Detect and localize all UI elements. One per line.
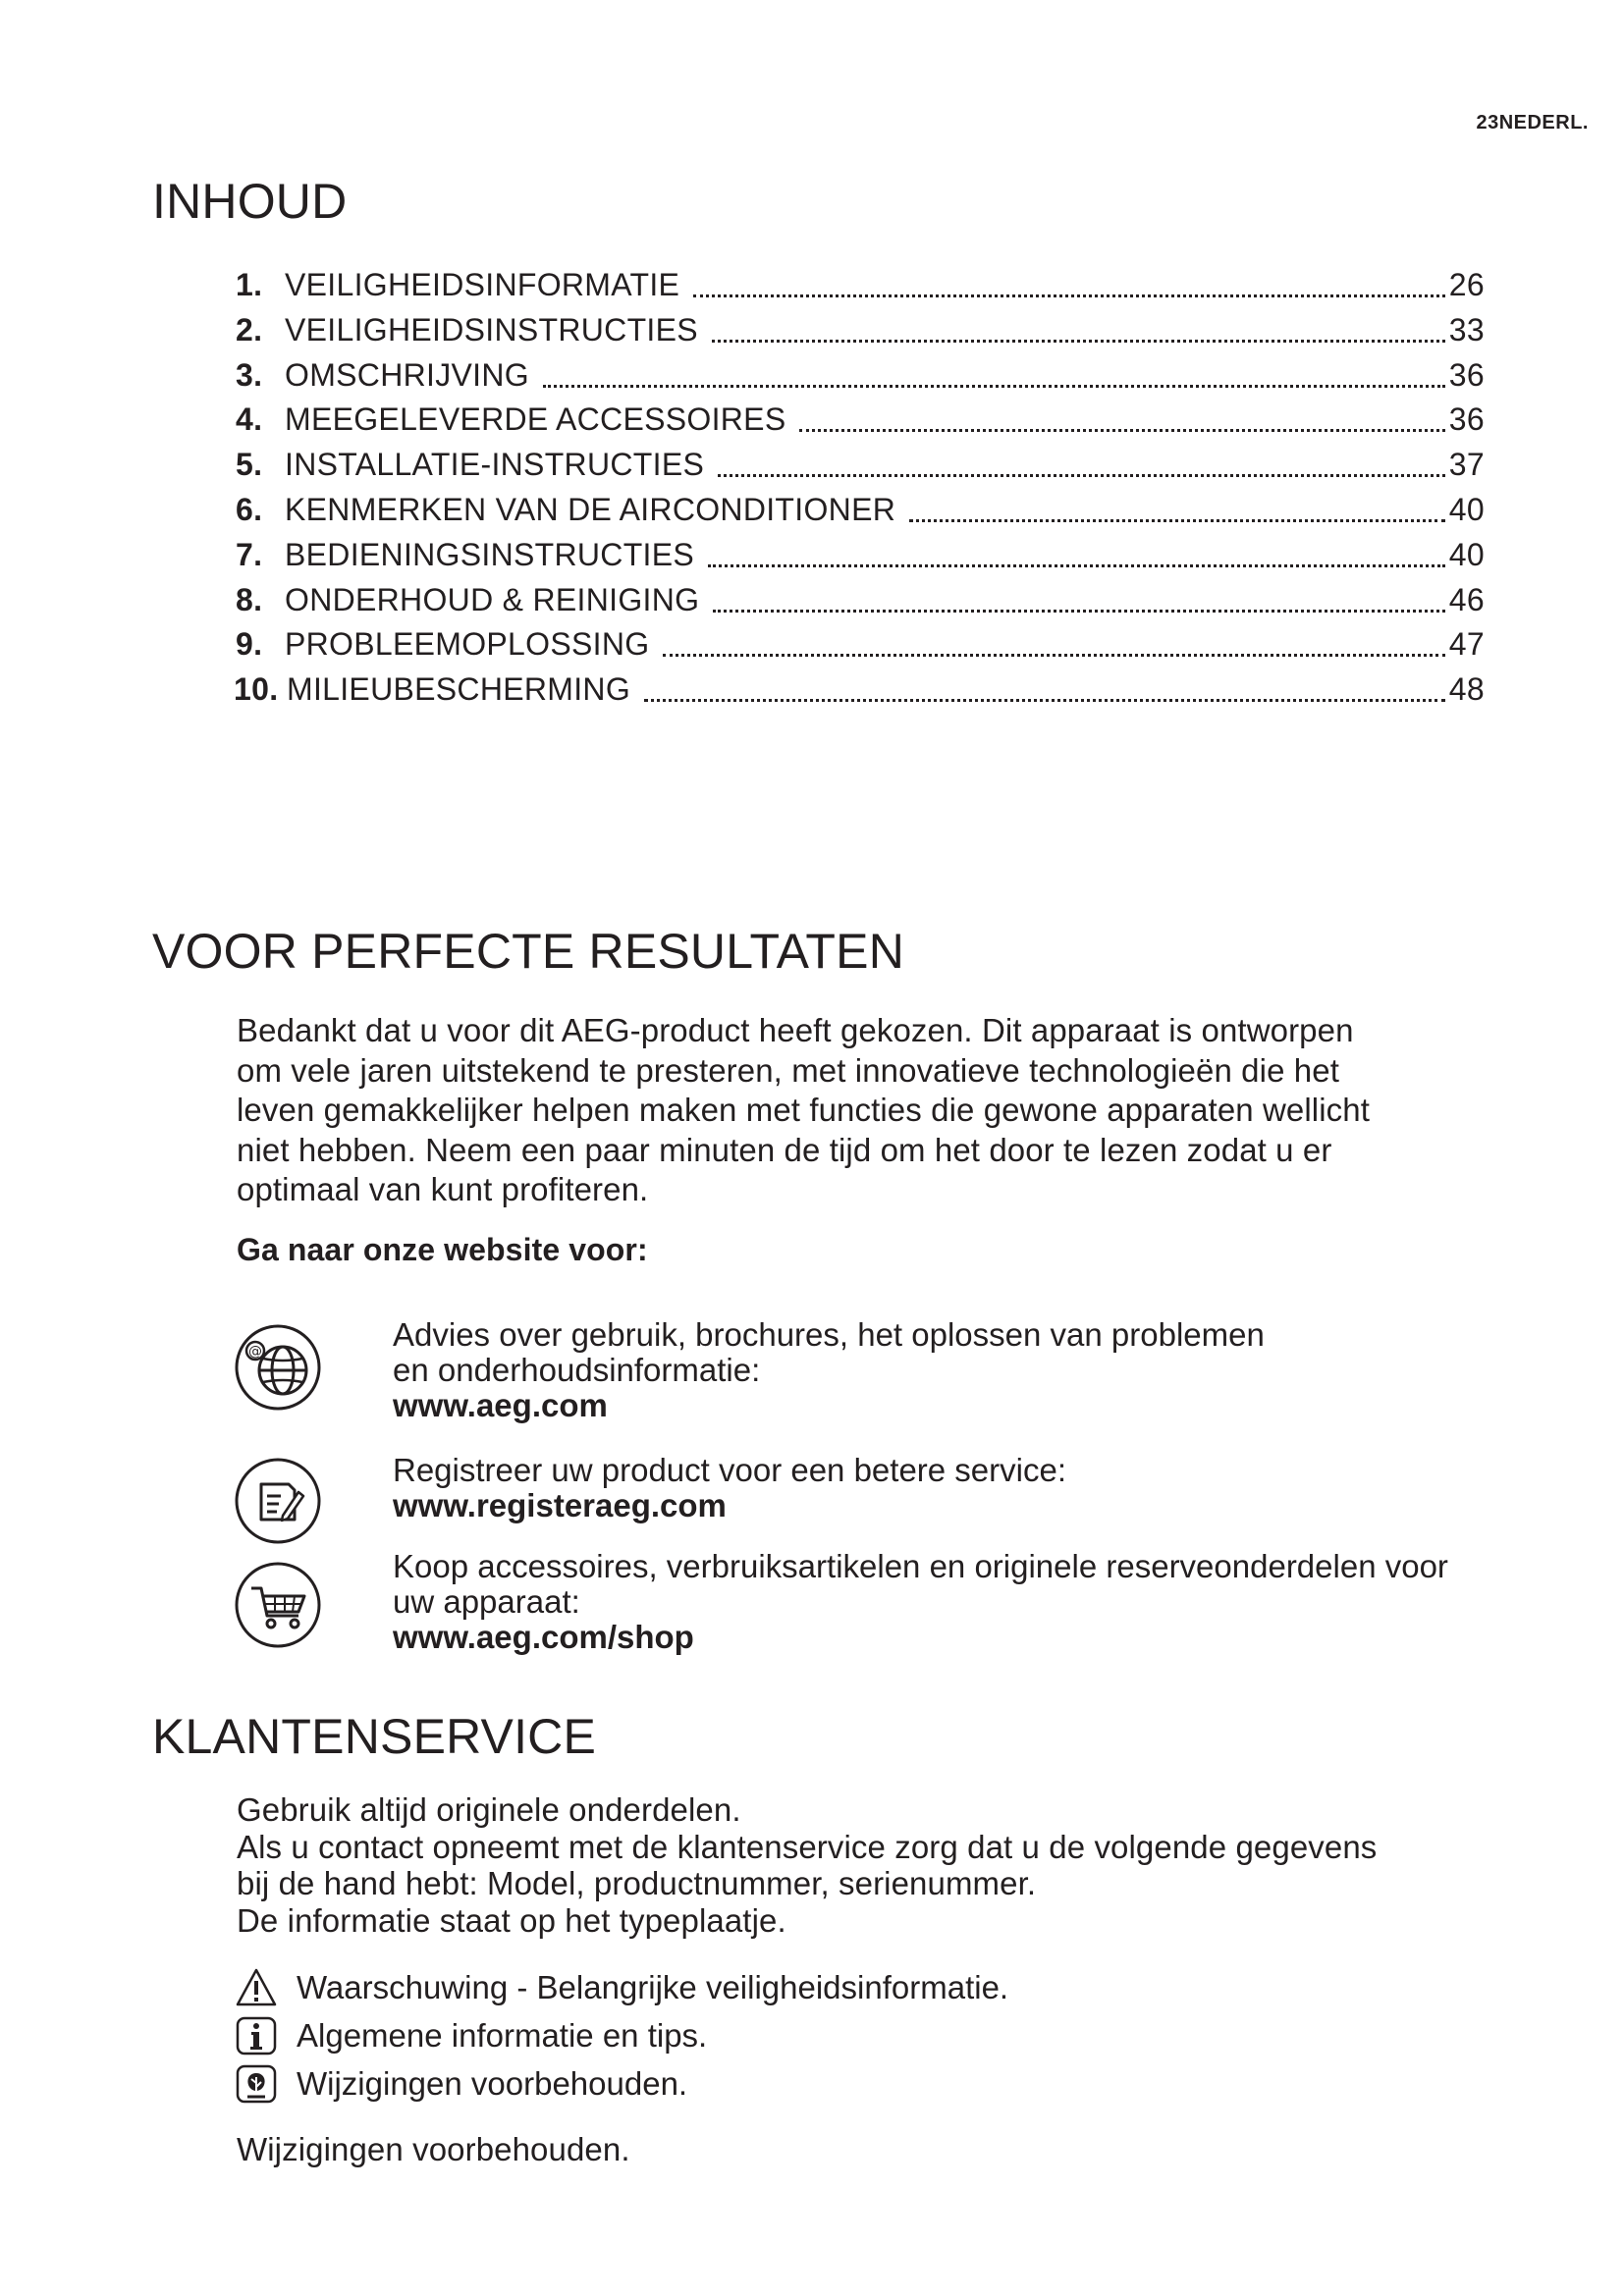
intro-line: Bedankt dat u voor dit AEG-product heeft gekozen. Dit apparaat is ontworpen [237, 1012, 1354, 1048]
register-link-text [393, 1453, 1066, 1523]
customer-service-paragraph [237, 1791, 1454, 1939]
globe-icon [234, 1323, 322, 1412]
toc-dot-leader [708, 535, 1445, 567]
toc-item-number: 8. [236, 581, 263, 617]
toc-item-title: VEILIGHEIDSINFORMATIE [285, 267, 680, 302]
register-form-icon [234, 1457, 322, 1545]
toc-dot-leader [799, 400, 1444, 432]
customer-service-line: Als u contact opneemt met de klantenservice zorg dat u de volgende gegevens [237, 1828, 1378, 1865]
language-label: NEDERL. [1498, 112, 1589, 133]
toc-item[interactable] [236, 308, 1485, 353]
toc-item-page: 48 [1448, 671, 1485, 708]
advice-text-line: Advies over gebruik, brochures, het oplossen van problemen [393, 1316, 1265, 1353]
advice-text-line: en onderhoudsinformatie: [393, 1352, 761, 1388]
customer-service-line: bij de hand hebt: Model, productnummer, serienummer. [237, 1865, 1037, 1901]
toc-item-title: MEEGELEVERDE ACCESSOIRES [285, 401, 786, 438]
shop-website-link[interactable]: www.aeg.com/shop [393, 1619, 694, 1655]
legend-item-environment [236, 2059, 1008, 2108]
toc-item-page: 36 [1448, 401, 1485, 438]
warning-triangle-icon [236, 1967, 277, 2008]
toc-item[interactable] [236, 443, 1485, 488]
environment-icon [236, 2063, 277, 2105]
toc-item-page: 36 [1448, 356, 1485, 393]
intro-line: om vele jaren uitstekend te presteren, met innovatieve technologieën die het [237, 1051, 1339, 1089]
toc-item-page: 47 [1448, 626, 1485, 663]
toc-item-title: INSTALLATIE-INSTRUCTIES [285, 447, 705, 483]
toc-item-number: 4. [236, 401, 263, 438]
toc-item-number: 5. [236, 447, 263, 483]
toc-item-page: 40 [1448, 491, 1485, 527]
toc-item[interactable] [236, 398, 1485, 443]
symbol-legend [236, 1963, 1008, 2108]
toc-item[interactable] [236, 578, 1485, 623]
toc-dot-leader [718, 445, 1445, 477]
toc-item[interactable] [236, 667, 1485, 713]
legend-info-text: Algemene informatie en tips. [297, 2016, 708, 2054]
toc-item-number: 2. [236, 311, 263, 347]
intro-line: optimaal van kunt profiteren. [237, 1171, 649, 1207]
toc-dot-leader [909, 490, 1445, 522]
toc-item-title: ONDERHOUD & REINIGING [285, 581, 700, 617]
svg-text:@: @ [248, 1344, 262, 1360]
toc-item[interactable] [236, 353, 1485, 399]
toc-dot-leader [693, 265, 1445, 297]
register-website-link[interactable]: www.registeraeg.com [393, 1487, 727, 1523]
toc-item-title: OMSCHRIJVING [285, 356, 529, 393]
register-text-line: Registreer uw product voor een betere service: [393, 1452, 1067, 1488]
website-heading: Ga naar onze website voor: [237, 1232, 648, 1267]
final-note: Wijzigingen voorbehouden. [237, 2131, 630, 2167]
toc-item-number: 1. [236, 267, 263, 302]
toc-item-page: 37 [1448, 447, 1485, 483]
aeg-website-link[interactable]: www.aeg.com [393, 1387, 608, 1423]
advice-link-text [393, 1317, 1265, 1423]
toc-item-title: PROBLEEMOPLOSSING [285, 626, 650, 663]
toc-dot-leader [644, 669, 1445, 702]
intro-line: leven gemakkelijker helpen maken met functies die gewone apparaten wellicht [237, 1092, 1370, 1128]
toc-item-page: 40 [1448, 536, 1485, 572]
toc-item-title: MILIEUBESCHERMING [287, 671, 631, 708]
page-number: 23 [1476, 112, 1499, 133]
toc-dot-leader [543, 355, 1445, 388]
toc-dot-leader [663, 624, 1444, 657]
toc-item[interactable] [236, 263, 1485, 308]
legend-item-info [236, 2011, 1008, 2059]
table-of-contents [236, 263, 1485, 713]
shopping-cart-icon [234, 1561, 322, 1649]
toc-item-title: KENMERKEN VAN DE AIRCONDITIONER [285, 491, 896, 527]
legend-environment-text: Wijzigingen voorbehouden. [297, 2064, 688, 2102]
toc-item[interactable] [236, 533, 1485, 578]
shop-text-line: Koop accessoires, verbruiksartikelen en originele reserveonderdelen voor [393, 1548, 1448, 1584]
toc-item-page: 46 [1448, 581, 1485, 617]
toc-item-page: 26 [1448, 267, 1485, 302]
toc-item-title: VEILIGHEIDSINSTRUCTIES [285, 311, 698, 347]
customer-service-line: Gebruik altijd originele onderdelen. [237, 1791, 741, 1828]
legend-warning-text: Waarschuwing - Belangrijke veiligheidsinformatie. [297, 1968, 1009, 2005]
toc-item-number: 9. [236, 626, 263, 663]
page-header [1476, 112, 1589, 134]
intro-line: niet hebben. Neem een paar minuten de tijd om het door te lezen zodat u er [237, 1131, 1332, 1168]
info-icon [236, 2015, 277, 2056]
perfect-results-heading: VOOR PERFECTE RESULTATEN [152, 924, 905, 979]
legend-item-warning [236, 1963, 1008, 2011]
toc-item[interactable] [236, 488, 1485, 533]
toc-dot-leader [713, 580, 1444, 613]
toc-dot-leader [712, 310, 1445, 343]
shop-text-line: uw apparaat: [393, 1583, 580, 1620]
customer-service-heading: KLANTENSERVICE [152, 1709, 597, 1764]
toc-item-number: 10. [234, 671, 279, 708]
toc-item-title: BEDIENINGSINSTRUCTIES [285, 536, 695, 572]
shop-link-text [393, 1549, 1448, 1655]
toc-item-page: 33 [1448, 311, 1485, 347]
contents-heading: INHOUD [152, 174, 348, 229]
toc-item-number: 3. [236, 356, 263, 393]
toc-item-number: 6. [236, 491, 263, 527]
toc-item[interactable] [236, 622, 1485, 667]
customer-service-line: De informatie staat op het typeplaatje. [237, 1901, 786, 1939]
intro-paragraph [237, 1011, 1454, 1210]
toc-item-number: 7. [236, 536, 263, 572]
